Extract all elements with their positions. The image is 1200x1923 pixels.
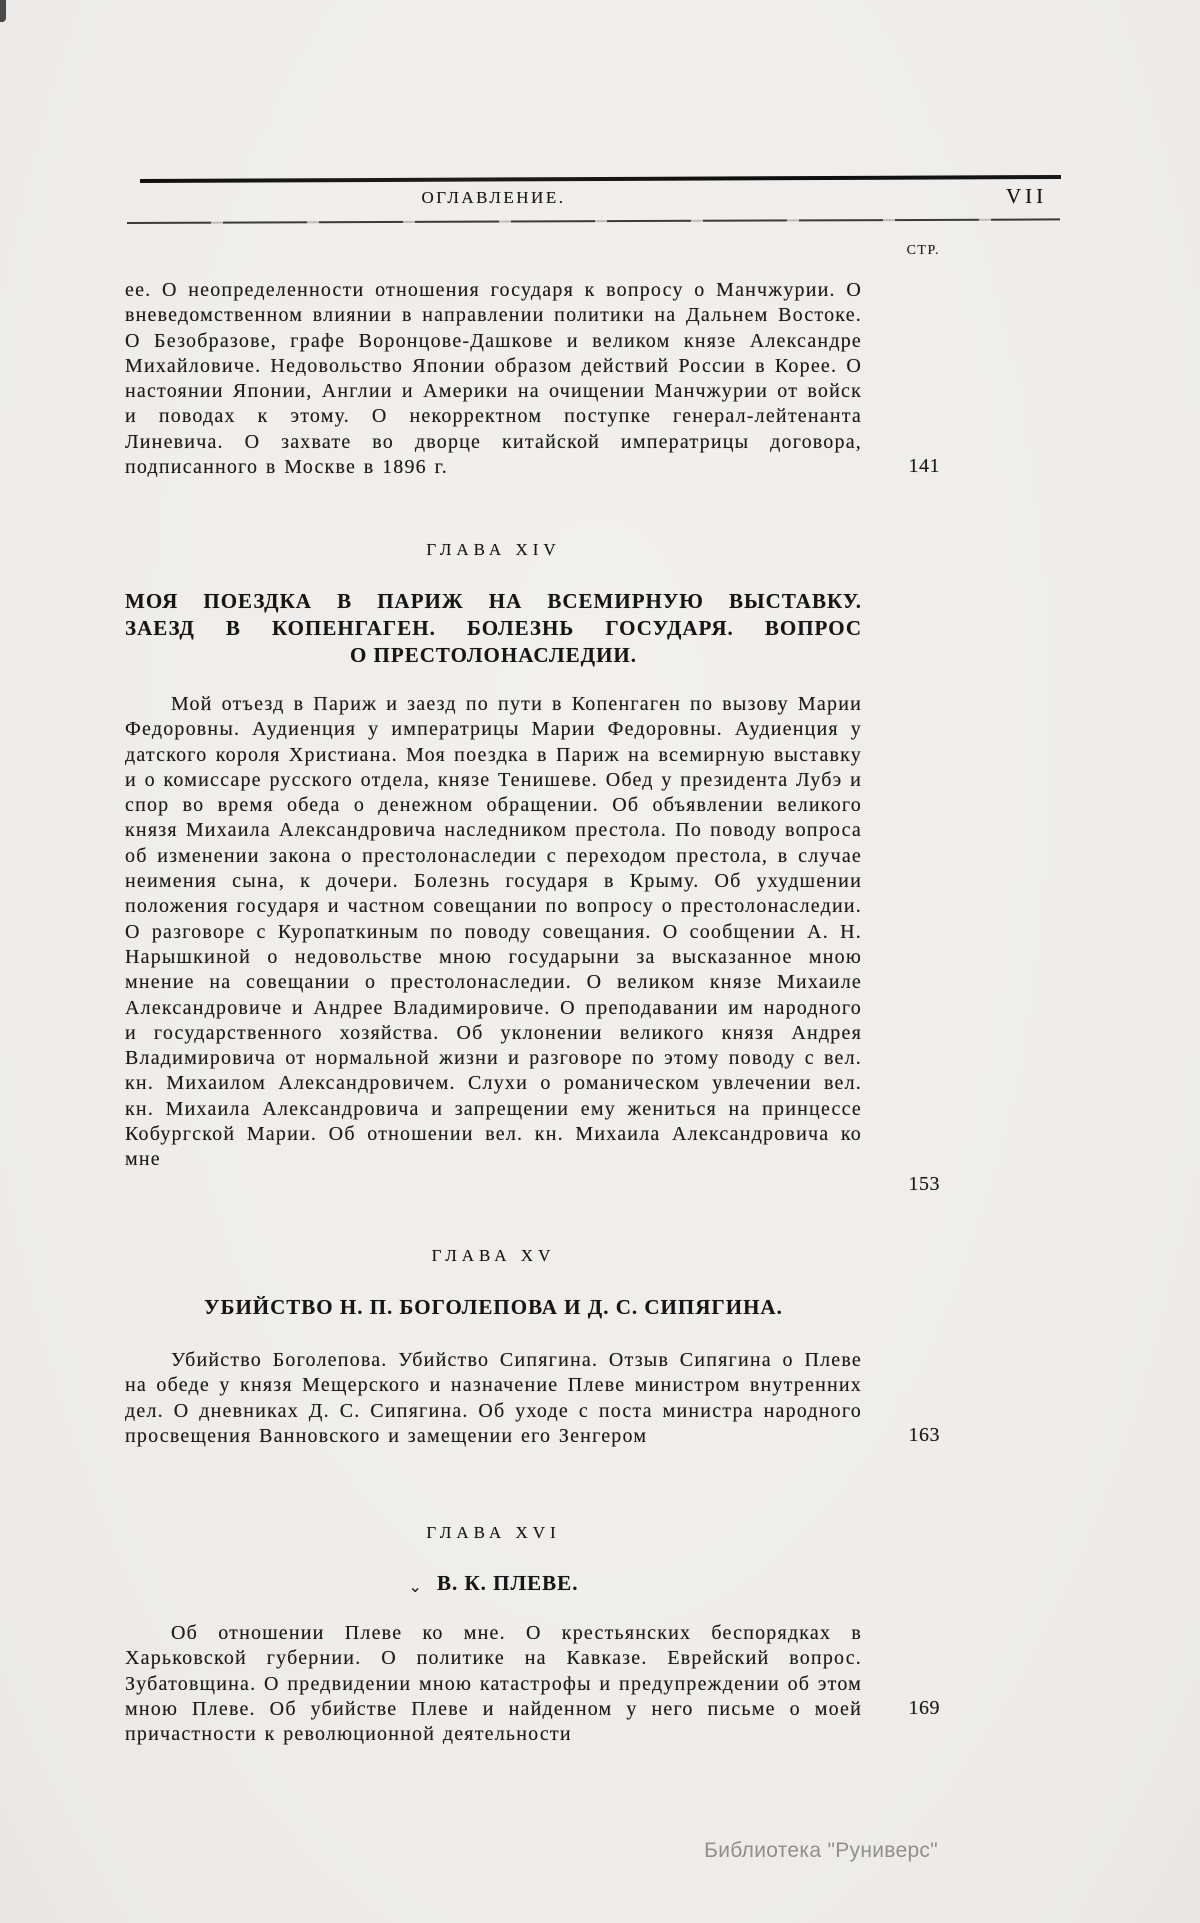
- chapter-14-title-row: [125, 588, 940, 669]
- toc-entry-continuation: [125, 278, 940, 480]
- chapter-title: [125, 1570, 862, 1599]
- entry-text: Мой отъезд в Париж и заезд по пути в Копенгаген по вызову Марии Федоровны. Аудиенция у императрицы Марии Федоровны. Аудиенция у датского короля Христиана. Моя поездка в Париж на всемирную выставку и о комиссаре русского отдела, князе Тенишеве. Обед у президента Лубэ и спор во время обеда о денежном обращении. Об объявлении великого князя Михаила Александровича наследником престола. По поводу вопроса об изменении закона о престолонаследии с переходом престола, в случае неимения сына, к дочери. Болезнь государя в Крыму. Об ухудшении положения государя и частном совещании по вопросу о престолонаследии. О разговоре с Куропаткиным по поводу совещания. О сообщении А. Н. Нарышкиной о недовольстве мною государыни за высказанное мною мнение на совещании о престолонаследии. О великом князе Михаиле Александровиче и Андрее Владимировиче. О преподавании им народного и государственного хозяйства. Об уклонении великого князя Андрея Владимировича от нормальной жизни и разговоре по этому поводу с вел. кн. Михаилом Александровичем. Слухи о романическом увлечении вел. кн. Михаила Александровича и запрещении ему жениться на принцессе Кобургской Марии. Об отношении вел. кн. Михаила Александровича ко мне: [125, 693, 862, 1171]
- page-column-label: СТР.: [906, 243, 940, 258]
- chapter-15-label-row: [125, 1246, 940, 1266]
- chapter-label: ГЛАВА XIV: [426, 540, 561, 559]
- header-rule-thick: [140, 175, 1061, 183]
- chapter-title: УБИЙСТВО Н. П. БОГОЛЕПОВА И Д. С. СИПЯГИНА.: [204, 1295, 783, 1319]
- chapter-title: [125, 588, 862, 669]
- entry-text: Убийство Боголепова. Убийство Сипягина. Отзыв Сипягина о Плеве на обеде у князя Мещерского и назначение Плеве министром внутренних дел. О дневниках Д. С. Сипягина. Об уходе с поста министра народного просвещения Ванновского и замещении его Зенгером: [125, 1349, 862, 1447]
- chapter-title-text: В. К. ПЛЕВЕ.: [436, 1571, 579, 1595]
- entry-page-ref: 153: [908, 1173, 940, 1195]
- chapter-16-title-row: [125, 1570, 940, 1599]
- chapter-title-line: МОЯ ПОЕЗДКА В ПАРИЖ НА ВСЕМИРНУЮ ВЫСТАВКУ.: [125, 589, 862, 613]
- header-rule-thin: [127, 218, 1060, 224]
- chapter-14-label-row: [125, 540, 940, 560]
- chapter-label: ГЛАВА XV: [431, 1246, 556, 1265]
- folio-page-number: VII: [1006, 184, 1048, 208]
- chapter-15-title-row: [125, 1294, 940, 1321]
- chapter-label: ГЛАВА XVI: [426, 1523, 561, 1542]
- chapter-title-line: О ПРЕСТОЛОНАСЛЕДИИ.: [349, 643, 638, 667]
- entry-page-ref: 141: [908, 455, 940, 477]
- entry-text: Об отношении Плеве ко мне. О крестьянских беспорядках в Харьковской губернии. О политике на Кавказе. Еврейский вопрос. Зубатовщина. О предвидении мною катастрофы и предупреждении об этом мною Плеве. Об убийстве Плеве и найденном у него письме о моей причастности к революционной деятельности: [125, 1622, 862, 1746]
- entry-text: ее. О неопределенности отношения государя к вопросу о Манчжурии. О вневедомственном влиянии в направлении политики на Дальнем Востоке. О Безобразове, графе Воронцове-Дашкове и великом князе Александре Михайловиче. Недовольство Японии образом действий России в Корее. О настоянии Японии, Англии и Америки на очищении Манчжурии от войск и поводах к этому. О некорректном поступке генерал-лейтенанта Линевича. О захвате во дворце китайской императрицы договора, подписанного в Москве в 1896 г.: [125, 279, 862, 479]
- scan-check-mark: ⌄: [408, 1579, 423, 1596]
- chapter-title-line: ЗАЕЗД В КОПЕНГАГЕН. БОЛЕЗНЬ ГОСУДАРЯ. ВОПРОС: [125, 616, 862, 640]
- chapter-16-label-row: [125, 1523, 940, 1543]
- toc-entry-ch16: [125, 1621, 940, 1747]
- contents-heading: ОГЛАВЛЕНИЕ.: [421, 188, 566, 207]
- library-watermark: Библиотека "Руниверс": [704, 1839, 938, 1862]
- entry-page-ref: 169: [908, 1697, 940, 1719]
- scan-edge-artifact: [0, 0, 6, 22]
- toc-entry-ch14: [125, 692, 940, 1195]
- toc-entry-ch15: [125, 1348, 940, 1449]
- entry-page-ref: 163: [908, 1424, 940, 1446]
